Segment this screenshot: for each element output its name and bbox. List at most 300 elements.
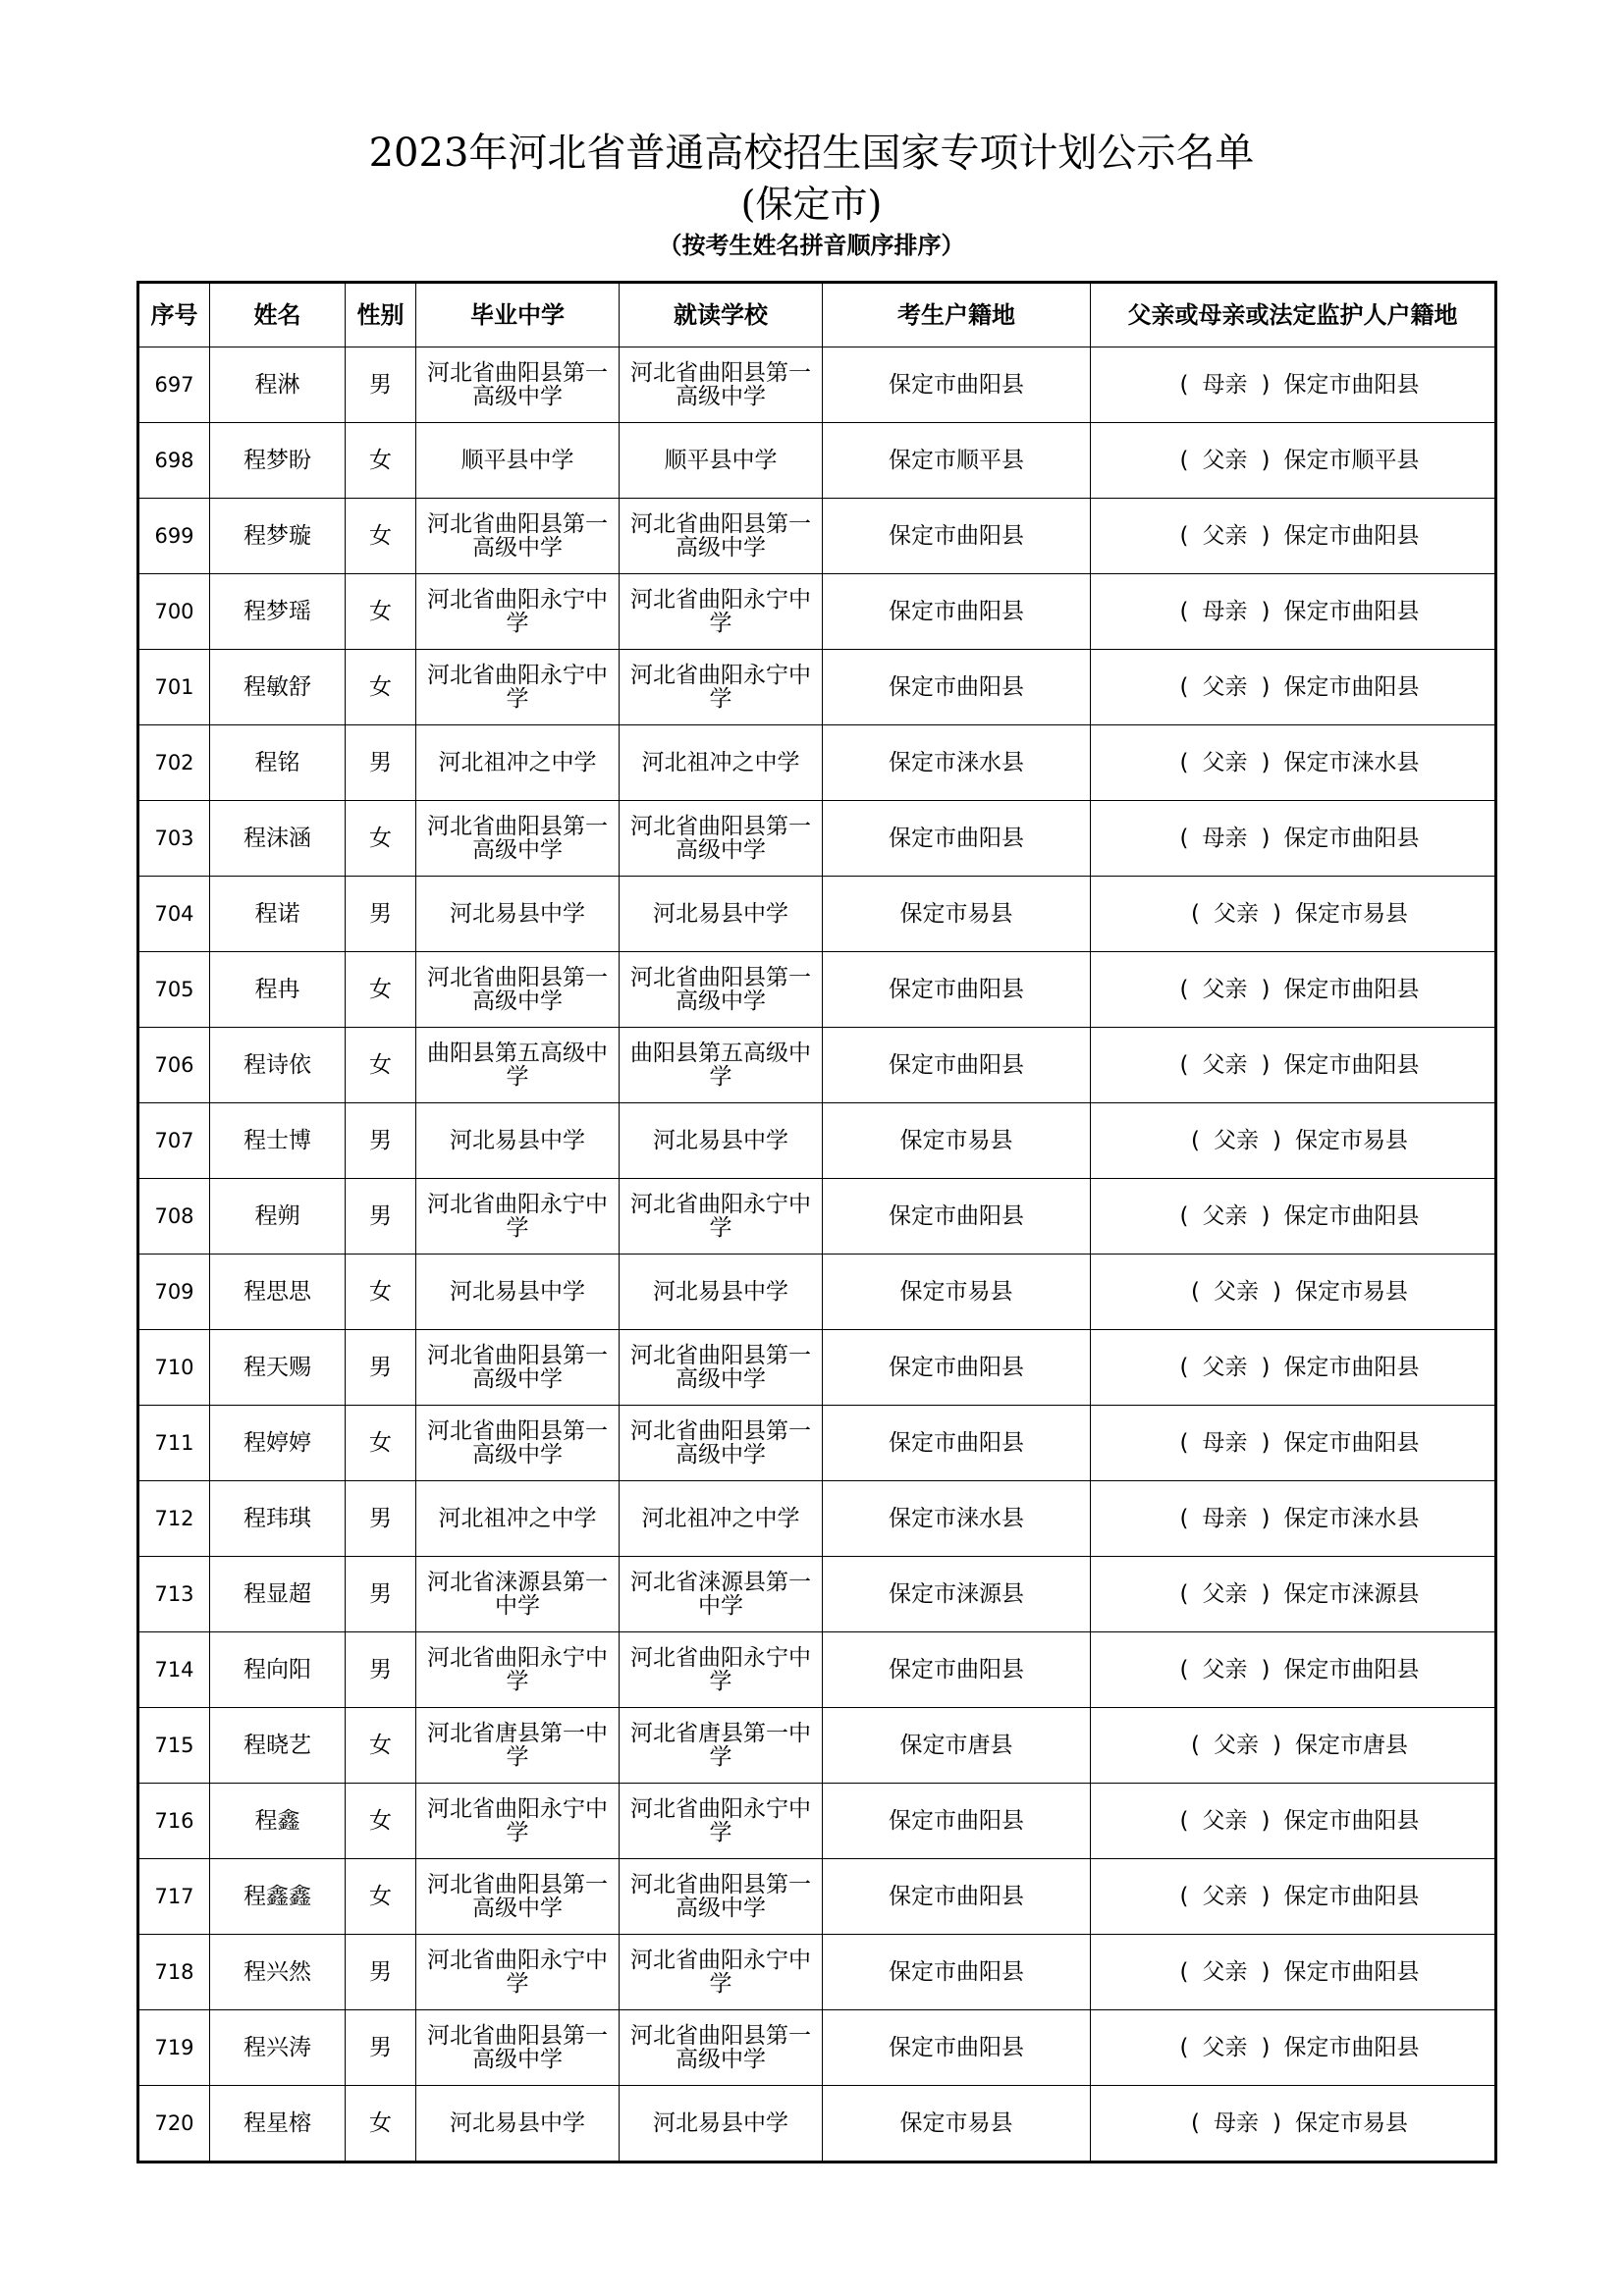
parent-relation: 父亲 [1202, 1202, 1248, 1229]
open-paren: ( [1179, 371, 1189, 398]
close-paren: ) [1261, 371, 1271, 398]
close-paren: ) [1261, 1202, 1271, 1229]
cell-parent-registration [1091, 2010, 1496, 2086]
open-paren: ( [1179, 447, 1189, 473]
cell-gender: 女 [346, 1859, 416, 1935]
open-paren: ( [1179, 598, 1189, 624]
cell-parent-registration [1091, 1481, 1496, 1557]
table-row [138, 1406, 1496, 1481]
cell-graduation-school: 河北省涞源县第一中学 [416, 1557, 620, 1632]
cell-seq: 700 [138, 574, 210, 650]
cell-name: 程朔 [210, 1179, 346, 1255]
open-paren: ( [1179, 2034, 1189, 2060]
cell-gender: 男 [346, 1632, 416, 1708]
table-row [138, 1708, 1496, 1784]
parent-registration: 保定市曲阳县 [1283, 1958, 1420, 1985]
cell-name: 程梦盼 [210, 423, 346, 499]
parent-registration: 保定市曲阳县 [1283, 1429, 1420, 1456]
open-paren: ( [1179, 1656, 1189, 1682]
cell-gender: 女 [346, 801, 416, 877]
parent-registration: 保定市曲阳县 [1283, 1883, 1420, 1909]
cell-current-school: 河北省唐县第一中学 [620, 1708, 823, 1784]
cell-parent-registration [1091, 1406, 1496, 1481]
table-row [138, 1632, 1496, 1708]
cell-graduation-school: 河北省曲阳县第一高级中学 [416, 1330, 620, 1406]
cell-current-school: 河北祖冲之中学 [620, 1481, 823, 1557]
cell-parent-registration [1091, 1557, 1496, 1632]
cell-graduation-school: 顺平县中学 [416, 423, 620, 499]
table-row [138, 2010, 1496, 2086]
cell-student-registration: 保定市易县 [823, 1255, 1091, 1330]
header-current-school: 就读学校 [620, 283, 823, 347]
table-row [138, 1103, 1496, 1179]
table-row [138, 952, 1496, 1028]
open-paren: ( [1191, 900, 1200, 927]
cell-seq: 710 [138, 1330, 210, 1406]
cell-current-school: 河北省涞源县第一中学 [620, 1557, 823, 1632]
table-row [138, 1557, 1496, 1632]
cell-graduation-school: 河北省曲阳永宁中学 [416, 574, 620, 650]
parent-relation: 父亲 [1202, 447, 1248, 473]
table-row [138, 423, 1496, 499]
close-paren: ) [1261, 522, 1271, 549]
cell-name: 程冉 [210, 952, 346, 1028]
cell-student-registration: 保定市顺平县 [823, 423, 1091, 499]
cell-seq: 714 [138, 1632, 210, 1708]
table-row [138, 1481, 1496, 1557]
cell-name: 程铭 [210, 725, 346, 801]
table-row [138, 499, 1496, 574]
cell-seq: 719 [138, 2010, 210, 2086]
parent-relation: 父亲 [1202, 749, 1248, 775]
table-row [138, 1255, 1496, 1330]
cell-name: 程晓艺 [210, 1708, 346, 1784]
cell-name: 程婷婷 [210, 1406, 346, 1481]
cell-student-registration: 保定市曲阳县 [823, 952, 1091, 1028]
cell-name: 程思思 [210, 1255, 346, 1330]
cell-student-registration: 保定市曲阳县 [823, 650, 1091, 725]
cell-graduation-school: 河北省曲阳县第一高级中学 [416, 1859, 620, 1935]
parent-registration: 保定市曲阳县 [1283, 1051, 1420, 1078]
cell-gender: 女 [346, 2086, 416, 2163]
cell-parent-registration [1091, 499, 1496, 574]
cell-graduation-school: 河北易县中学 [416, 877, 620, 952]
parent-registration: 保定市曲阳县 [1283, 1656, 1420, 1682]
cell-parent-registration [1091, 725, 1496, 801]
cell-name: 程敏舒 [210, 650, 346, 725]
cell-current-school: 河北易县中学 [620, 1103, 823, 1179]
open-paren: ( [1191, 1278, 1200, 1305]
parent-registration: 保定市易县 [1294, 1127, 1408, 1153]
parent-relation: 父亲 [1202, 673, 1248, 700]
cell-name: 程鑫 [210, 1784, 346, 1859]
cell-graduation-school: 河北易县中学 [416, 2086, 620, 2163]
close-paren: ) [1261, 2034, 1271, 2060]
cell-gender: 男 [346, 2010, 416, 2086]
parent-relation: 父亲 [1202, 1958, 1248, 1985]
cell-parent-registration [1091, 1255, 1496, 1330]
cell-parent-registration [1091, 877, 1496, 952]
cell-current-school: 河北省曲阳县第一高级中学 [620, 801, 823, 877]
cell-seq: 712 [138, 1481, 210, 1557]
cell-name: 程诗依 [210, 1028, 346, 1103]
table-row [138, 1784, 1496, 1859]
cell-name: 程兴涛 [210, 2010, 346, 2086]
cell-student-registration: 保定市易县 [823, 877, 1091, 952]
cell-current-school: 河北省曲阳永宁中学 [620, 1632, 823, 1708]
cell-parent-registration [1091, 1330, 1496, 1406]
cell-current-school: 河北省曲阳永宁中学 [620, 1935, 823, 2010]
close-paren: ) [1261, 1354, 1271, 1380]
cell-current-school: 顺平县中学 [620, 423, 823, 499]
cell-current-school: 河北省曲阳县第一高级中学 [620, 499, 823, 574]
parent-registration: 保定市涞水县 [1283, 749, 1420, 775]
cell-gender: 男 [346, 877, 416, 952]
cell-seq: 697 [138, 347, 210, 423]
cell-gender: 女 [346, 423, 416, 499]
cell-graduation-school: 河北省曲阳县第一高级中学 [416, 801, 620, 877]
parent-registration: 保定市唐县 [1294, 1732, 1408, 1758]
parent-relation: 父亲 [1202, 1051, 1248, 1078]
close-paren: ) [1261, 1656, 1271, 1682]
cell-seq: 720 [138, 2086, 210, 2163]
table-header-row [138, 283, 1496, 347]
parent-relation: 父亲 [1202, 976, 1248, 1002]
cell-current-school: 河北省曲阳县第一高级中学 [620, 1406, 823, 1481]
parent-relation: 父亲 [1214, 900, 1259, 927]
close-paren: ) [1261, 1505, 1271, 1531]
page-subtitle: (保定市) [740, 183, 883, 226]
parent-registration: 保定市曲阳县 [1283, 976, 1420, 1002]
cell-current-school: 河北易县中学 [620, 1255, 823, 1330]
parent-relation: 父亲 [1202, 1656, 1248, 1682]
open-paren: ( [1179, 1807, 1189, 1834]
parent-relation: 父亲 [1214, 1278, 1259, 1305]
cell-seq: 717 [138, 1859, 210, 1935]
cell-student-registration: 保定市曲阳县 [823, 1784, 1091, 1859]
close-paren: ) [1261, 1429, 1271, 1456]
cell-graduation-school: 河北省曲阳县第一高级中学 [416, 952, 620, 1028]
cell-current-school: 河北省曲阳永宁中学 [620, 1784, 823, 1859]
cell-student-registration: 保定市曲阳县 [823, 801, 1091, 877]
parent-relation: 父亲 [1202, 522, 1248, 549]
cell-gender: 男 [346, 725, 416, 801]
cell-gender: 男 [346, 1330, 416, 1406]
open-paren: ( [1179, 1505, 1189, 1531]
cell-student-registration: 保定市涞水县 [823, 1481, 1091, 1557]
header-student-registration: 考生户籍地 [823, 283, 1091, 347]
open-paren: ( [1179, 1958, 1189, 1985]
cell-gender: 男 [346, 1179, 416, 1255]
close-paren: ) [1272, 1732, 1281, 1758]
cell-student-registration: 保定市曲阳县 [823, 499, 1091, 574]
parent-registration: 保定市易县 [1294, 2109, 1408, 2136]
parent-registration: 保定市涞水县 [1283, 1505, 1420, 1531]
cell-current-school: 河北易县中学 [620, 877, 823, 952]
cell-seq: 708 [138, 1179, 210, 1255]
cell-current-school: 河北省曲阳县第一高级中学 [620, 2010, 823, 2086]
cell-parent-registration [1091, 801, 1496, 877]
cell-seq: 713 [138, 1557, 210, 1632]
cell-graduation-school: 河北省唐县第一中学 [416, 1708, 620, 1784]
cell-student-registration: 保定市曲阳县 [823, 574, 1091, 650]
close-paren: ) [1261, 1807, 1271, 1834]
cell-current-school: 河北省曲阳县第一高级中学 [620, 347, 823, 423]
cell-name: 程淋 [210, 347, 346, 423]
cell-student-registration: 保定市曲阳县 [823, 1935, 1091, 2010]
cell-graduation-school: 河北省曲阳县第一高级中学 [416, 2010, 620, 2086]
cell-seq: 716 [138, 1784, 210, 1859]
cell-graduation-school: 河北易县中学 [416, 1103, 620, 1179]
cell-current-school: 河北省曲阳永宁中学 [620, 1179, 823, 1255]
parent-relation: 父亲 [1202, 1807, 1248, 1834]
table-row [138, 2086, 1496, 2163]
open-paren: ( [1179, 976, 1189, 1002]
cell-gender: 女 [346, 1028, 416, 1103]
table-row [138, 1179, 1496, 1255]
cell-name: 程沫涵 [210, 801, 346, 877]
cell-name: 程士博 [210, 1103, 346, 1179]
cell-student-registration: 保定市唐县 [823, 1708, 1091, 1784]
table-row [138, 650, 1496, 725]
header-graduation-school: 毕业中学 [416, 283, 620, 347]
cell-graduation-school: 河北易县中学 [416, 1255, 620, 1330]
cell-student-registration: 保定市易县 [823, 1103, 1091, 1179]
cell-graduation-school: 曲阳县第五高级中学 [416, 1028, 620, 1103]
cell-graduation-school: 河北省曲阳永宁中学 [416, 1784, 620, 1859]
cell-seq: 715 [138, 1708, 210, 1784]
cell-name: 程鑫鑫 [210, 1859, 346, 1935]
cell-seq: 718 [138, 1935, 210, 2010]
cell-gender: 女 [346, 650, 416, 725]
cell-student-registration: 保定市曲阳县 [823, 347, 1091, 423]
cell-graduation-school: 河北祖冲之中学 [416, 725, 620, 801]
cell-gender: 女 [346, 952, 416, 1028]
cell-parent-registration [1091, 1179, 1496, 1255]
parent-registration: 保定市曲阳县 [1283, 825, 1420, 851]
parent-relation: 母亲 [1202, 1505, 1248, 1531]
header-gender: 性别 [346, 283, 416, 347]
parent-registration: 保定市曲阳县 [1283, 1354, 1420, 1380]
admission-list-table [136, 281, 1497, 2163]
cell-student-registration: 保定市曲阳县 [823, 1330, 1091, 1406]
cell-current-school: 河北省曲阳永宁中学 [620, 574, 823, 650]
cell-parent-registration [1091, 347, 1496, 423]
table-row [138, 574, 1496, 650]
cell-parent-registration [1091, 574, 1496, 650]
cell-current-school: 河北省曲阳永宁中学 [620, 650, 823, 725]
cell-name: 程梦瑶 [210, 574, 346, 650]
close-paren: ) [1261, 1580, 1271, 1607]
open-paren: ( [1191, 2109, 1200, 2136]
cell-seq: 705 [138, 952, 210, 1028]
close-paren: ) [1261, 447, 1271, 473]
cell-seq: 707 [138, 1103, 210, 1179]
cell-parent-registration [1091, 1632, 1496, 1708]
cell-seq: 711 [138, 1406, 210, 1481]
table-row [138, 801, 1496, 877]
table-row [138, 725, 1496, 801]
cell-current-school: 河北省曲阳县第一高级中学 [620, 952, 823, 1028]
open-paren: ( [1179, 1580, 1189, 1607]
open-paren: ( [1179, 1354, 1189, 1380]
cell-parent-registration [1091, 1028, 1496, 1103]
cell-seq: 703 [138, 801, 210, 877]
cell-current-school: 河北祖冲之中学 [620, 725, 823, 801]
parent-relation: 父亲 [1202, 1354, 1248, 1380]
parent-registration: 保定市曲阳县 [1283, 2034, 1420, 2060]
cell-gender: 男 [346, 1481, 416, 1557]
open-paren: ( [1179, 1051, 1189, 1078]
cell-gender: 男 [346, 1935, 416, 2010]
cell-graduation-school: 河北省曲阳永宁中学 [416, 1935, 620, 2010]
close-paren: ) [1261, 1883, 1271, 1909]
close-paren: ) [1272, 900, 1281, 927]
open-paren: ( [1179, 825, 1189, 851]
cell-name: 程天赐 [210, 1330, 346, 1406]
cell-student-registration: 保定市曲阳县 [823, 1179, 1091, 1255]
cell-current-school: 河北易县中学 [620, 2086, 823, 2163]
cell-graduation-school: 河北省曲阳永宁中学 [416, 1632, 620, 1708]
cell-current-school: 河北省曲阳县第一高级中学 [620, 1330, 823, 1406]
parent-registration: 保定市曲阳县 [1283, 1807, 1420, 1834]
cell-gender: 女 [346, 1406, 416, 1481]
cell-gender: 女 [346, 499, 416, 574]
open-paren: ( [1179, 522, 1189, 549]
parent-registration: 保定市曲阳县 [1283, 522, 1420, 549]
cell-name: 程梦璇 [210, 499, 346, 574]
parent-registration: 保定市曲阳县 [1283, 673, 1420, 700]
cell-parent-registration [1091, 650, 1496, 725]
table-row [138, 347, 1496, 423]
cell-seq: 699 [138, 499, 210, 574]
cell-parent-registration [1091, 423, 1496, 499]
table-row [138, 877, 1496, 952]
parent-relation: 父亲 [1202, 2034, 1248, 2060]
cell-gender: 男 [346, 347, 416, 423]
open-paren: ( [1179, 1883, 1189, 1909]
cell-seq: 706 [138, 1028, 210, 1103]
parent-relation: 父亲 [1202, 1883, 1248, 1909]
cell-seq: 704 [138, 877, 210, 952]
open-paren: ( [1179, 1429, 1189, 1456]
cell-name: 程兴然 [210, 1935, 346, 2010]
table-row [138, 1859, 1496, 1935]
cell-gender: 女 [346, 1784, 416, 1859]
table-row [138, 1330, 1496, 1406]
cell-graduation-school: 河北省曲阳永宁中学 [416, 650, 620, 725]
cell-graduation-school: 河北祖冲之中学 [416, 1481, 620, 1557]
cell-parent-registration [1091, 1784, 1496, 1859]
table-row [138, 1028, 1496, 1103]
cell-parent-registration [1091, 1935, 1496, 2010]
cell-gender: 女 [346, 1708, 416, 1784]
cell-parent-registration [1091, 1708, 1496, 1784]
close-paren: ) [1261, 673, 1271, 700]
cell-graduation-school: 河北省曲阳永宁中学 [416, 1179, 620, 1255]
close-paren: ) [1261, 1958, 1271, 1985]
close-paren: ) [1272, 2109, 1281, 2136]
cell-parent-registration [1091, 1103, 1496, 1179]
parent-registration: 保定市曲阳县 [1283, 371, 1420, 398]
cell-student-registration: 保定市易县 [823, 2086, 1091, 2163]
parent-relation: 母亲 [1202, 371, 1248, 398]
cell-name: 程显超 [210, 1557, 346, 1632]
cell-gender: 男 [346, 1557, 416, 1632]
cell-student-registration: 保定市涞水县 [823, 725, 1091, 801]
cell-seq: 709 [138, 1255, 210, 1330]
parent-relation: 父亲 [1202, 1580, 1248, 1607]
cell-parent-registration [1091, 952, 1496, 1028]
cell-graduation-school: 河北省曲阳县第一高级中学 [416, 1406, 620, 1481]
parent-registration: 保定市涞源县 [1283, 1580, 1420, 1607]
cell-name: 程星榕 [210, 2086, 346, 2163]
parent-registration: 保定市曲阳县 [1283, 1202, 1420, 1229]
open-paren: ( [1191, 1127, 1200, 1153]
header-name: 姓名 [210, 283, 346, 347]
cell-gender: 男 [346, 1103, 416, 1179]
cell-student-registration: 保定市曲阳县 [823, 1859, 1091, 1935]
cell-seq: 702 [138, 725, 210, 801]
parent-relation: 母亲 [1202, 1429, 1248, 1456]
close-paren: ) [1261, 1051, 1271, 1078]
cell-parent-registration [1091, 2086, 1496, 2163]
close-paren: ) [1261, 976, 1271, 1002]
close-paren: ) [1272, 1127, 1281, 1153]
parent-registration: 保定市易县 [1294, 900, 1408, 927]
sort-note: （按考生姓名拼音顺序排序） [658, 232, 965, 259]
parent-relation: 母亲 [1214, 2109, 1259, 2136]
cell-current-school: 曲阳县第五高级中学 [620, 1028, 823, 1103]
close-paren: ) [1261, 598, 1271, 624]
cell-gender: 女 [346, 1255, 416, 1330]
cell-student-registration: 保定市曲阳县 [823, 2010, 1091, 2086]
cell-name: 程玮琪 [210, 1481, 346, 1557]
parent-registration: 保定市曲阳县 [1283, 598, 1420, 624]
close-paren: ) [1261, 749, 1271, 775]
parent-registration: 保定市顺平县 [1283, 447, 1420, 473]
parent-registration: 保定市易县 [1294, 1278, 1408, 1305]
cell-student-registration: 保定市曲阳县 [823, 1632, 1091, 1708]
parent-relation: 父亲 [1214, 1732, 1259, 1758]
cell-name: 程向阳 [210, 1632, 346, 1708]
table-row [138, 1935, 1496, 2010]
cell-parent-registration [1091, 1859, 1496, 1935]
cell-seq: 698 [138, 423, 210, 499]
cell-student-registration: 保定市曲阳县 [823, 1406, 1091, 1481]
parent-relation: 母亲 [1202, 825, 1248, 851]
page-title: 2023年河北省普通高校招生国家专项计划公示名单 [368, 131, 1255, 176]
cell-student-registration: 保定市涞源县 [823, 1557, 1091, 1632]
header-parent-registration: 父亲或母亲或法定监护人户籍地 [1091, 283, 1496, 347]
cell-name: 程诺 [210, 877, 346, 952]
cell-graduation-school: 河北省曲阳县第一高级中学 [416, 499, 620, 574]
parent-relation: 父亲 [1214, 1127, 1259, 1153]
parent-relation: 母亲 [1202, 598, 1248, 624]
cell-graduation-school: 河北省曲阳县第一高级中学 [416, 347, 620, 423]
open-paren: ( [1179, 673, 1189, 700]
open-paren: ( [1191, 1732, 1200, 1758]
header-seq: 序号 [138, 283, 210, 347]
cell-seq: 701 [138, 650, 210, 725]
cell-current-school: 河北省曲阳县第一高级中学 [620, 1859, 823, 1935]
close-paren: ) [1272, 1278, 1281, 1305]
open-paren: ( [1179, 1202, 1189, 1229]
close-paren: ) [1261, 825, 1271, 851]
cell-gender: 女 [346, 574, 416, 650]
cell-student-registration: 保定市曲阳县 [823, 1028, 1091, 1103]
open-paren: ( [1179, 749, 1189, 775]
